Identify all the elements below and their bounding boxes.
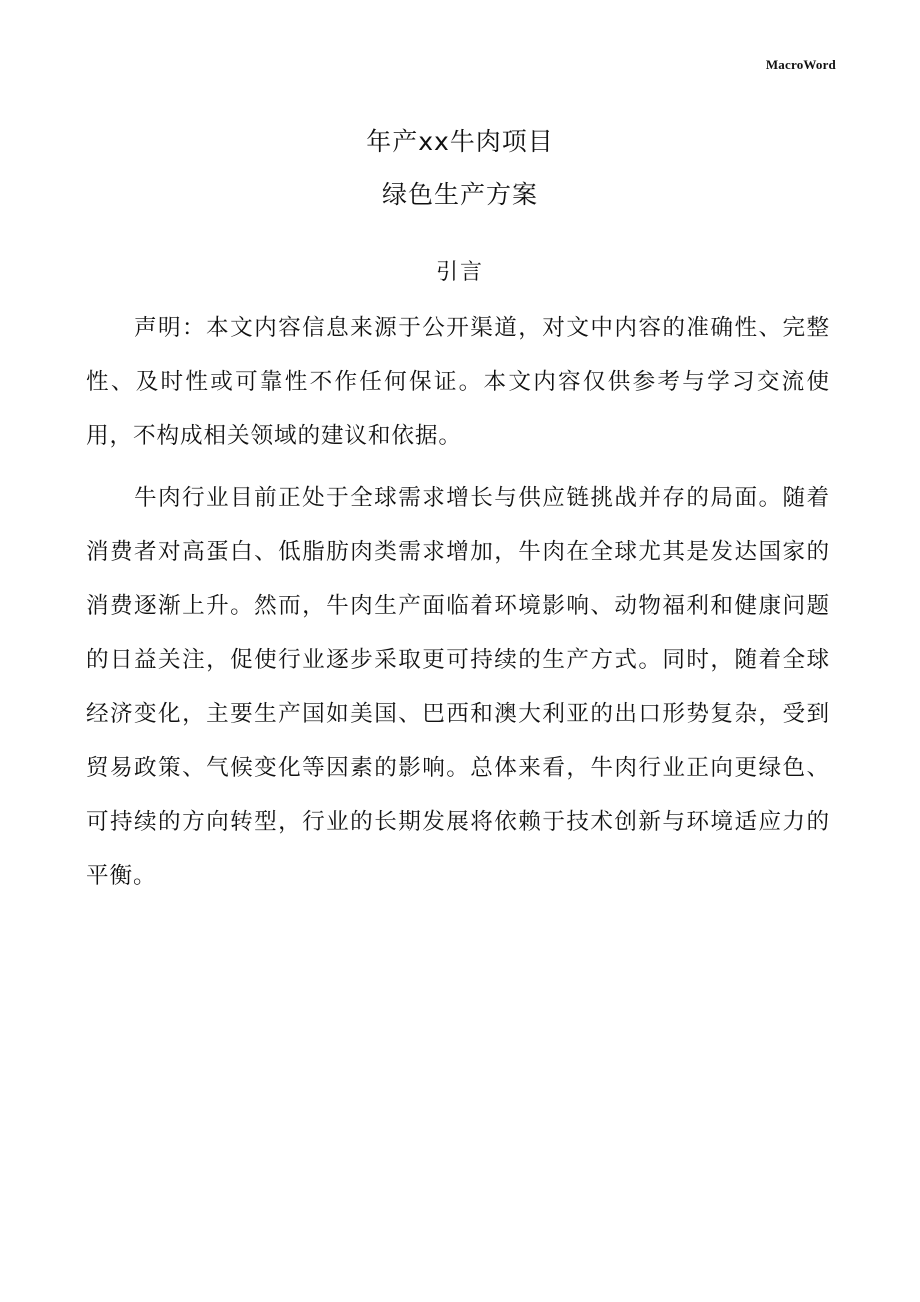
- disclaimer-paragraph: 声明：本文内容信息来源于公开渠道，对文中内容的准确性、完整性、及时性或可靠性不作任何保证。本文内容仅供参考与学习交流使用，不构成相关领域的建议和依据。: [86, 315, 830, 449]
- industry-overview-paragraph: 牛肉行业目前正处于全球需求增长与供应链挑战并存的局面。随着消费者对高蛋白、低脂肪肉类需求增加，牛肉在全球尤其是发达国家的消费逐渐上升。然而，牛肉生产面临着环境影响、动物福利和健康问题的日益关注，促使行业逐步采取更可持续的生产方式。同时，随着全球经济变化，主要生产国如美国、巴西和澳大利亚的出口形势复杂，受到贸易政策、气候变化等因素的影响。总体来看，牛肉行业正向更绿色、可持续的方向转型，行业的长期发展将依赖于技术创新与环境适应力的平衡。: [86, 485, 830, 889]
- document-title-line-1: 年产xx牛肉项目: [366, 127, 554, 156]
- document-title-line-2: 绿色生产方案: [381, 180, 538, 209]
- header-brand: MacroWord: [765, 57, 836, 72]
- section-heading-introduction: 引言: [435, 260, 484, 285]
